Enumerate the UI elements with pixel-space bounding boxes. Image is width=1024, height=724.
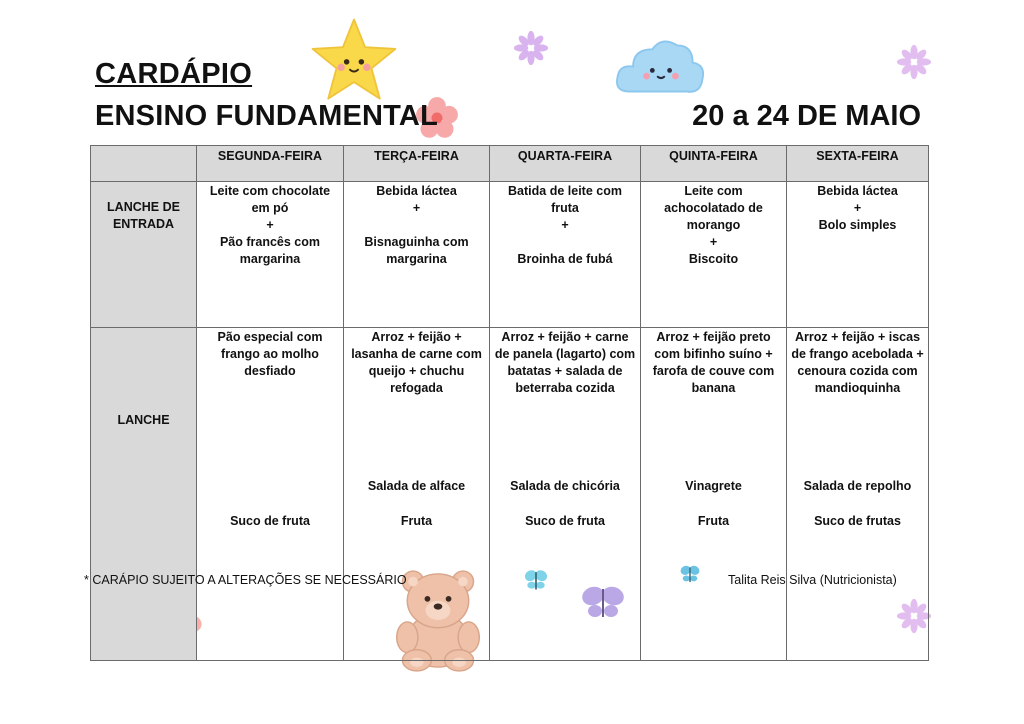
menu-cell [344, 328, 490, 661]
menu-line: de panela (lagarto) com [494, 347, 636, 361]
menu-line: queijo + chuchu [368, 364, 465, 378]
menu-line: cenoura cozida com [797, 364, 918, 378]
menu-line: Arroz + feijão + iscas [794, 330, 921, 344]
menu-line: margarina [239, 252, 301, 266]
menu-line: banana [691, 381, 736, 395]
menu-line: desfiado [244, 364, 296, 378]
day-header: TERÇA-FEIRA [344, 146, 490, 182]
menu-line [348, 217, 485, 234]
lilac-flower-icon [513, 30, 549, 66]
menu-line: Biscoito [688, 252, 739, 266]
menu-line: em pó [251, 201, 289, 215]
disclaimer-note: * CARÁPIO SUJEITO A ALTERAÇÕES SE NECESSÁRIO [84, 573, 407, 587]
menu-cell [641, 182, 787, 328]
menu-line: Arroz + feijão + [371, 330, 462, 344]
menu-line: refogada [390, 381, 443, 395]
page-subtitle: ENSINO FUNDAMENTAL [95, 100, 438, 132]
menu-cell [787, 182, 929, 328]
menu-line: Broinha de fubá [517, 252, 613, 266]
drink: Suco de frutas [814, 514, 901, 528]
menu-line: frango ao molho [221, 347, 319, 361]
nutritionist-signature: Talita Reis Silva (Nutricionista) [728, 573, 897, 587]
menu-line: Pão francês com [219, 235, 321, 249]
day-header-row [91, 146, 929, 182]
table-row [91, 182, 929, 328]
day-header: SEGUNDA-FEIRA [197, 146, 344, 182]
drink: Suco de fruta [525, 514, 605, 528]
menu-cell [344, 182, 490, 328]
cloud-icon [612, 32, 708, 104]
star-icon [308, 14, 400, 106]
menu-line: Pão especial com [217, 330, 323, 344]
side-dish: Salada de alface [367, 479, 466, 493]
side-dish: Vinagrete [685, 479, 742, 493]
menu-line: batatas + salada de [507, 364, 623, 378]
menu-line: achocolatado de [664, 201, 763, 215]
corner-cell [91, 146, 197, 182]
row-label-line: ENTRADA [112, 217, 175, 231]
date-range: 20 a 24 DE MAIO [692, 100, 921, 132]
menu-line: Bebida láctea [817, 184, 898, 198]
menu-line: + [853, 201, 862, 215]
menu-line: + [412, 201, 421, 215]
menu-line: Batida de leite com [508, 184, 622, 198]
menu-line: margarina [386, 252, 447, 266]
menu-line: Leite com chocolate [209, 184, 331, 198]
menu-cell [641, 328, 787, 661]
lilac-flower-icon [896, 44, 932, 80]
drink: Fruta [400, 514, 433, 528]
menu-cell [197, 328, 344, 661]
menu-line: de frango acebolada + [791, 347, 924, 361]
menu-cell [197, 182, 344, 328]
menu-cell [490, 328, 641, 661]
menu-line: mandioquinha [814, 381, 901, 395]
day-header: SEXTA-FEIRA [787, 146, 929, 182]
row-label [91, 182, 197, 328]
menu-line [494, 234, 636, 251]
menu-line: com bifinho suíno + [654, 347, 773, 361]
menu-line: + [561, 218, 569, 232]
menu-line: morango [686, 218, 741, 232]
page-title: CARDÁPIO [95, 58, 253, 90]
side-dish: Salada de chicória [510, 479, 620, 493]
menu-line: Arroz + feijão preto [656, 330, 771, 344]
row-label-line: LANCHE DE [107, 200, 180, 214]
menu-cell [490, 182, 641, 328]
menu-line: Arroz + feijão + carne [501, 330, 629, 344]
drink: Suco de fruta [230, 514, 310, 528]
side-dish [201, 478, 339, 495]
menu-line: Bolo simples [818, 218, 897, 232]
menu-line: Bebida láctea [376, 184, 457, 198]
row-label: LANCHE [91, 328, 197, 661]
day-header: QUARTA-FEIRA [490, 146, 641, 182]
menu-line: Leite com [684, 184, 743, 198]
menu-line: + [266, 218, 274, 232]
day-header: QUINTA-FEIRA [641, 146, 787, 182]
menu-line: Bisnaguinha com [364, 235, 469, 249]
menu-cell [787, 328, 929, 661]
menu-line: beterraba cozida [515, 381, 615, 395]
table-row [91, 328, 929, 661]
menu-line: + [709, 235, 718, 249]
side-dish: Salada de repolho [803, 479, 912, 493]
drink: Fruta [697, 514, 730, 528]
menu-line: fruta [551, 201, 579, 215]
menu-line: lasanha de carne com [351, 347, 482, 361]
menu-line: farofa de couve com [652, 364, 775, 378]
